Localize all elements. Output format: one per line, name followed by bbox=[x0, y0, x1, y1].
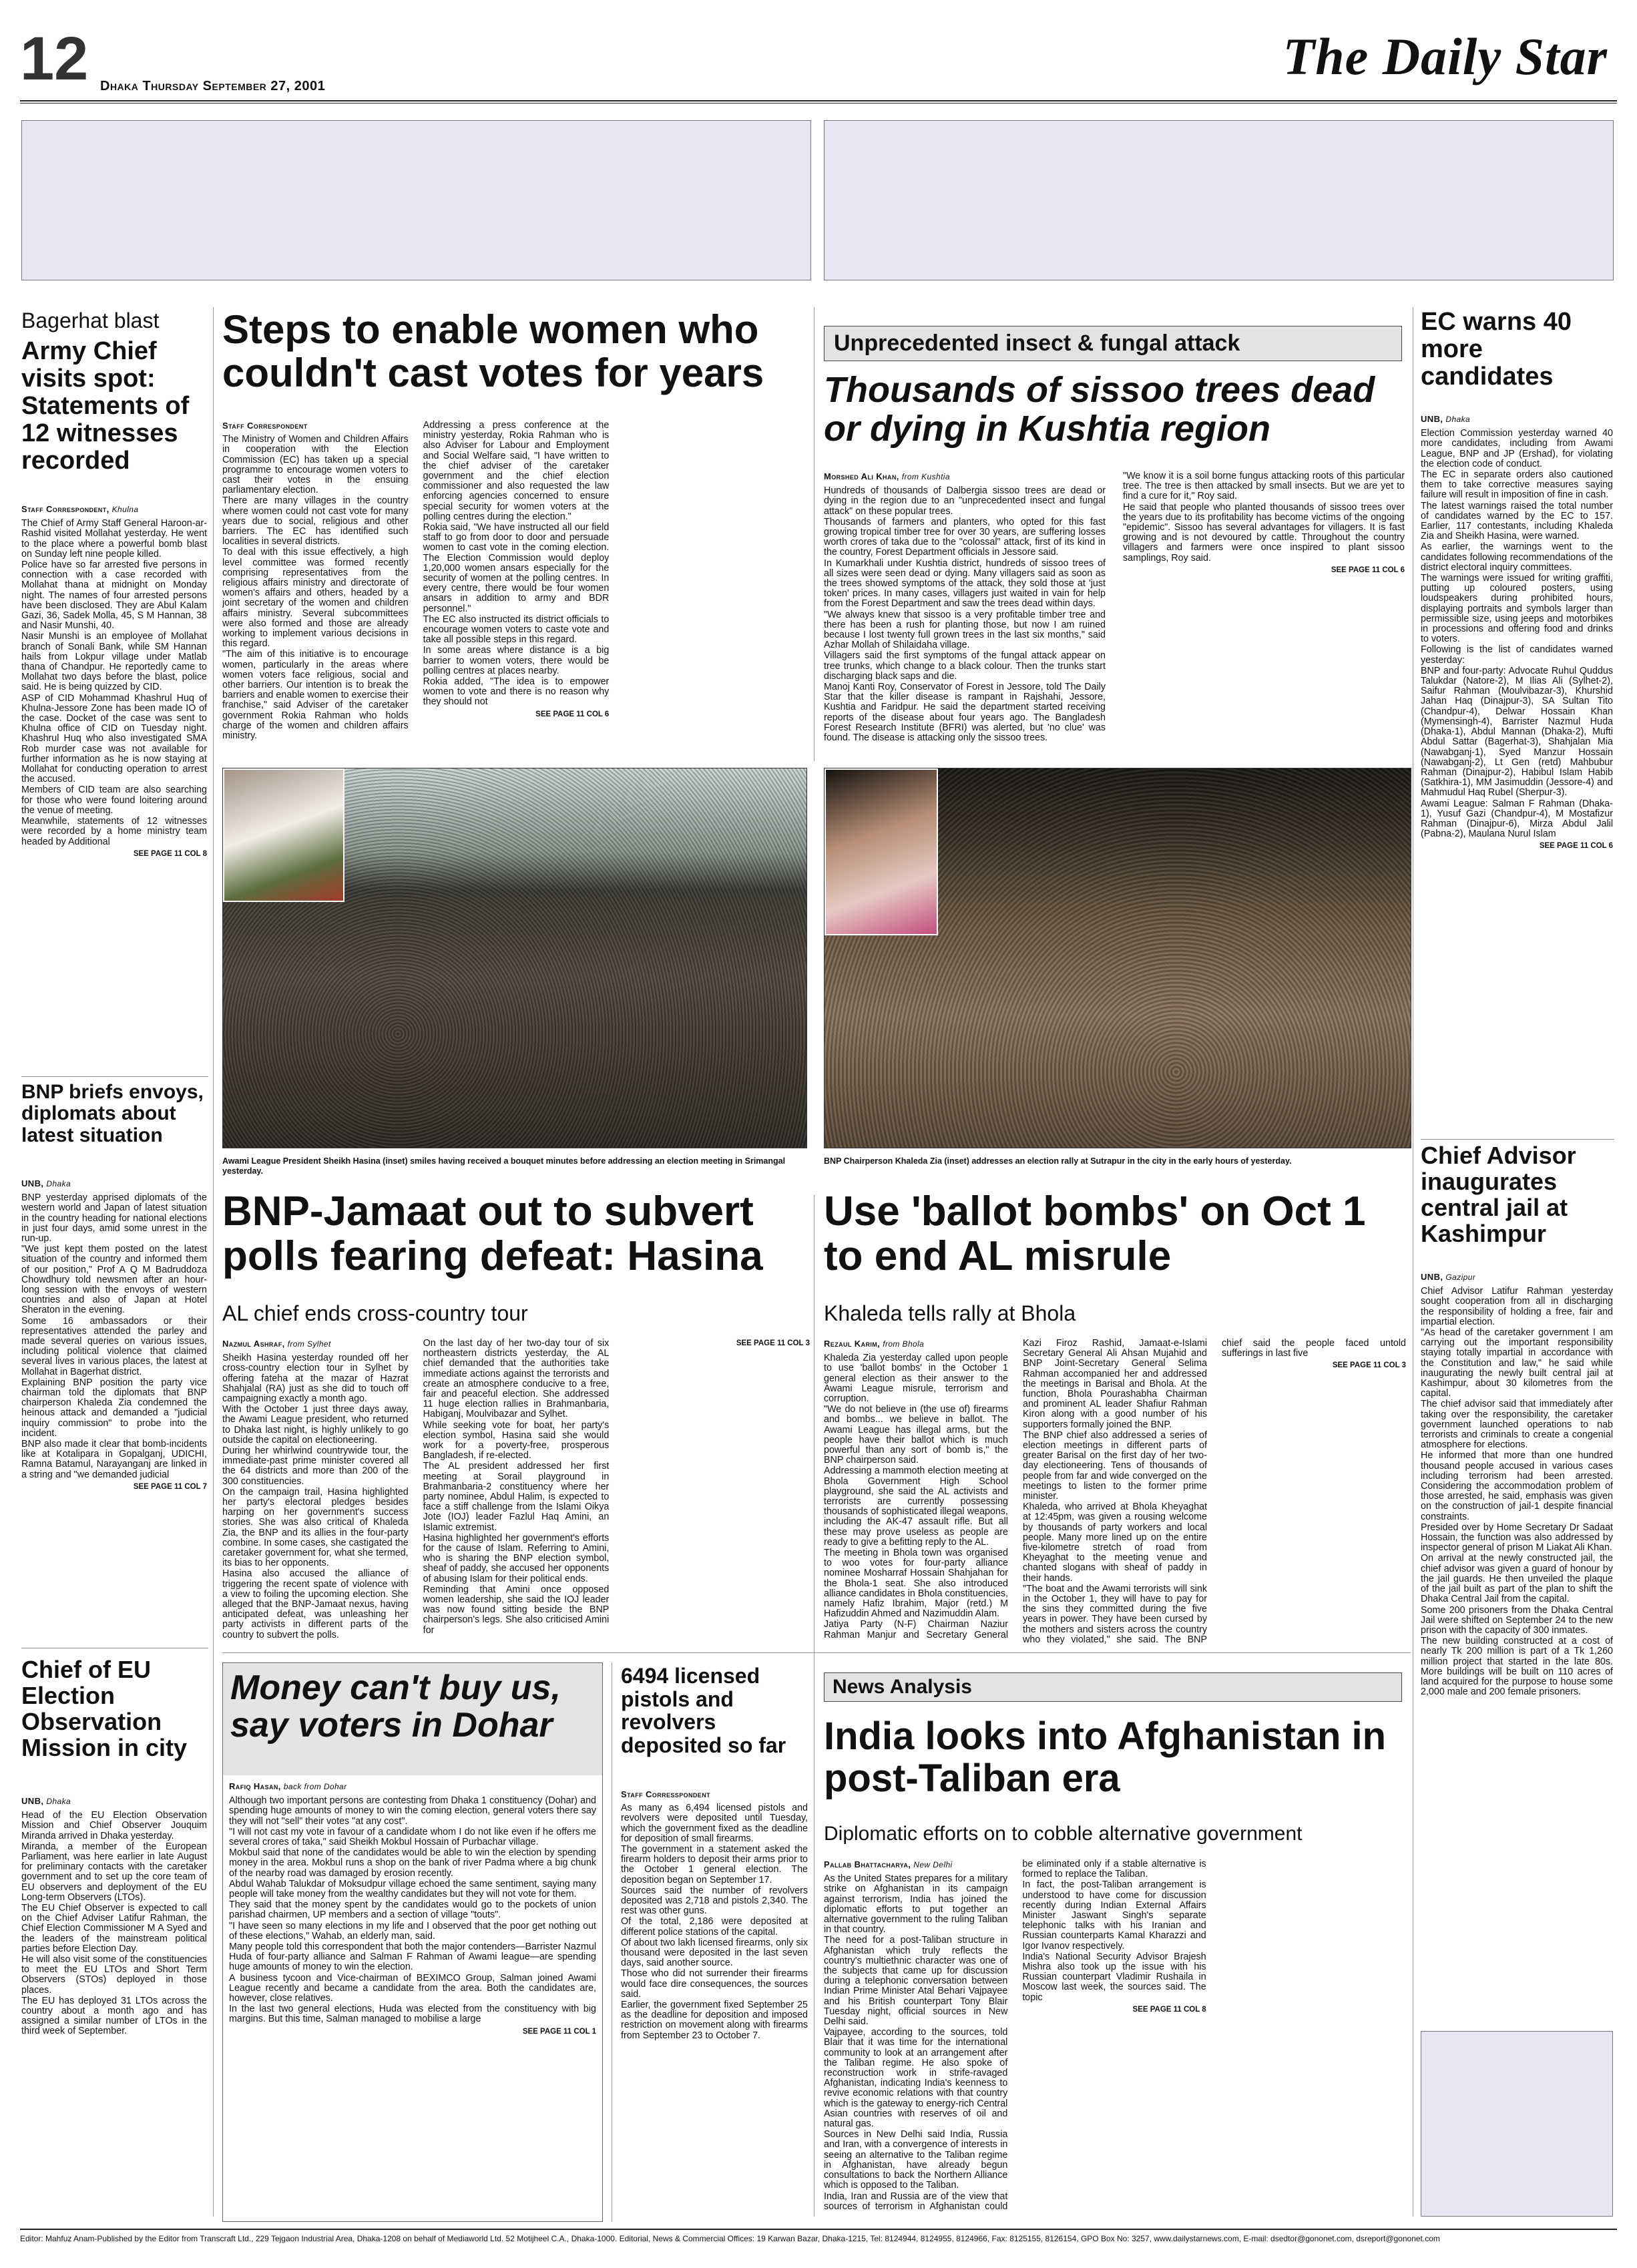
s10-jump[interactable]: SEE PAGE 11 COL 1 bbox=[522, 2027, 596, 2036]
s6-headline: EC warns 40 more candidates bbox=[1421, 308, 1572, 391]
s10-body: Rafiq Hasan, back from Dohar Although two important persons are contesting from Dhaka 1 constituency (Dohar) and spending huge amounts of money to win the coming election, general voters there say they will not "sell" their votes "at any cost". "I will not cast my vote in favour of a candidate whom I do not like even if he offers me several crores of taka," said Sheikh Mokbul Hossain of Purbachar village. Mokbul said that none of the candidates would be able to win the election by spending money in the area. Mokbul runs a shop on the bank of river Padma where a big chunk of the nearby road was damaged by erosion recently. Abdul Wahab Talukdar of Moksudpur village echoed the same sentiment, saying many people will take money from the wealthy candidates but they will not vote for them. They said that the money spent by the candidates would go to the pockets of union parishad chairmen, UP members and a section of village "touts". "I have seen so many elections in my life and I observed that the poor get nothing out of these elections," Wahab, an elderly man, said. Many people told this correspondent that both the major contenders—Barrister Nazmul Huda of four-party alliance and Salman F Rahman of Awami league—are spending huge amounts of money to win the election. A business tycoon and Vice-chairman of BEXIMCO Group, Salman joined Awami League recently and became a candidate from the area. Both the candidates are, however, close relatives. In the last two general elections, Huda was elected from the constituency with big margins. But this time, Salman managed to mobilise a large SEE PAGE 11 COL 1 bbox=[229, 1781, 596, 2215]
footer-imprint: Editor: Mahfuz Anam-Published by the Editor from Transcraft Ltd., 229 Tejgaon Industrial Area, Dhaka-1208 on behalf of Mediaworld Ltd. 52 Motijheel C.A., Dhaka-1000. Editorial, News & Commercial Offices: 19 Karwan Bazar, Dhaka-1215, Tel: 8124944, 8124955, 8124966, Fax: 8125155, 8126154, GPO Box No: 3257, www.dailystarnews.com, E-mail: dsedtor@gononet.com, dsreport@gononet.com bbox=[20, 2234, 1440, 2243]
s12-jump[interactable]: SEE PAGE 11 COL 8 bbox=[1132, 2005, 1206, 2014]
s11-headline: 6494 licensed pistols and revolvers deposited so far bbox=[621, 1664, 786, 1757]
masthead: The Daily Star bbox=[1282, 27, 1608, 85]
s9-subhead: Khaleda tells rally at Bhola bbox=[824, 1301, 1076, 1325]
s1-body: Staff Correspondent, Khulna The Chief of Army Staff General Haroon-ar-Rashid visited Mollahat yesterday. He went to the place where a powerful bomb blast on Sunday left nine people killed. Police have so far arrested five persons in connection with a case recorded with Mollahat thana at midnight on Monday night. The names of four arrested persons have been disclosed. They are Abul Kalam Gazi, 36, Sadek Molla, 45, S M Hannan, 38 and Nasir Munshi, 40. Nasir Munshi is an employee of Mollahat branch of Sonali Bank, while SM Hannan hails from Lokpur village under Matlab thana of Chandpur. He reportedly came to Mollahat two days before the blast, police said. He is being quizzed by CID. ASP of CID Mohammad Khashrul Huq of Khulna-Jessore Zone has been made IO of the case. Docket of the case was sent to Khulna office of CID on Tuesday night. Khashrul Huq who also investigated SMA Rob murder case was not available for further information as he is now staying at Mollahat for conducting operation to arrest the accused. Members of CID team are also searching for those who were found loitering around the venue of meeting. Meanwhile, statements of 12 witnesses were recorded by a home ministry team headed by Additional SEE PAGE 11 COL 8 bbox=[21, 504, 207, 1072]
s7-body: UNB, Gazipur Chief Advisor Latifur Rahman yesterday sought cooperation from all in discharging the responsibility of holding a free, fair and impartial election. "As head of the caretaker government I am carrying out the important responsibility staying totally impartial in accordance with the Constitution and law," he said while inaugurating the newly built central jail at Kashimpur, about 30 kilometres from the capital. The chief advisor said that immediately after taking over the responsibility, the caretaker government launched operations to nab terrorists and criminals to create a congenial atmosphere for elections. He informed that more than one hundred thousand people accused in various cases including terrorism had been arrested. Considering the accommodation problem of those arrested, he said, emphasis was given on the construction of jail-1 despite financial constraints. Presided over by Home Secretary Dr Sadaat Hossain, the function was also addressed by inspector general of prison M Liakat Ali Khan. On arrival at the newly constructed jail, the chief advisor was given a guard of honour by the jail guards. He then unveiled the plaque of the jail built as part of the plan to shift the Dhaka Central Jail from the capital. Some 200 prisoners from the Dhaka Central Jail were shifted on September 24 to the new prison with the capacity of 300 inmates. The new building constructed at a cost of nearly Tk 200 million is part of a Tk 1,260 million project that started in the late 80s. More buildings will be built on 110 acres of land acquired for the purpose to house some 2,000 male and 200 female prisoners. bbox=[1421, 1272, 1613, 1698]
s11-body: Staff Corresspondent As many as 6,494 licensed pistols and revolvers were deposited until Tuesday, which the government fixed as the deadline for deposition of small firearms. The government in a statement asked the firearm holders to deposit their arms prior to the October 1 general election. The deposition began on September 17. Sources said the number of revolvers deposited was 2,718 and pistols 2,340. The rest was other guns. Of the total, 2,186 were deposited at different police stations of the capital. Of about two lakh licensed firearms, only six thousand were deposited in the last seven days, said another source. Those who did not surrender their firearms would face dire consequences, the sources said. Earlier, the government fixed September 25 as the deadline for deposition and imposed restriction on movement along with firearms from September 23 to October 7. bbox=[621, 1789, 808, 2041]
s6-body: UNB, Dhaka Election Commission yesterday warned 40 more candidates, including from Awami League, BNP and JP (Ershad), for violating the election code of conduct. The EC in separate orders also cautioned them to take corrective measures saying failure will result in imposition of fine in cash. The latest warnings raised the total number of candidates warned by the EC to 157. Earlier, 117 contestants, including Khaleda Zia and Sheikh Hasina, were warned. As earlier, the warnings went to the candidates following recommendations of the district electoral inquiry committees. The warnings were issued for writing graffiti, putting up coloured posters, using loudspeakers during prohibited hours, displaying portraits and symbols larger than permissible size, using jeeps and motorbikes in processions and offering food and drinks to voters. Following is the list of candidates warned yesterday: BNP and four-party: Advocate Ruhul Quddus Talukdar (Natore-2), M Ilias Ali (Sylhet-2), Saifur Rahman (Moulvibazar-3), Khurshid Jahan Haq (Dinajpur-3), SA Sultan Tito (Chandpur-4), Delwar Hossain Khan (Mymensingh-4), Barrister Nazmul Huda (Dhaka-1), Abdul Mannan (Dhaka-2), Mufti Abdul Sattar (Bagerhat-3), Shahjalan Mia (Nawabganj-1), Syed Manzur Hossain (Nawabganj-2), Lt Gen (retd) Mahbubur Rahman (Dinajpur-2), Habibul Islam Habib (Satkhira-1), MM Jasimuddin (Jessore-4) and Mahmudul Haq Rubel (Sherpur-3). Awami League: Salman F Rahman (Dhaka-1), Yusuf Gazi (Chandpur-4), M Mostafizur Rahman (Dinajpur-6), Mirza Abdul Jalil (Pabna-2), Maulana Nurul Islam SEE PAGE 11 COL 6 bbox=[1421, 414, 1613, 1135]
hasina-inset-photo bbox=[223, 768, 344, 902]
s9-headline: Use 'ballot bombs' on Oct 1 to end AL misrule bbox=[824, 1188, 1366, 1279]
s5-headline: Thousands of sissoo trees dead or dying in Kushtia region bbox=[824, 370, 1375, 449]
s4-jump[interactable]: SEE PAGE 11 COL 6 bbox=[535, 710, 610, 718]
dateline: Dhaka Thursday September 27, 2001 bbox=[100, 79, 326, 93]
s2-body: UNB, Dhaka BNP yesterday apprised diplomats of the western world and Japan of latest situation in the country heading for national elections in just four days, amid some unrest in the run-up. "We just kept them posted on the latest situation of the country and informed them of our position," Prof A Q M Badruddoza Chowdhury told newsmen after an hour-long session with the envoys of western countries and also of Japan at Hotel Sheraton in the evening. Some 16 ambassadors or their representatives attended the parley and made several queries on various issues, including political violence that claimed several lives in various places, the latest at Mollahat in Bagerhat district. Explaining BNP position the party vice chairman told the diplomats that BNP chairperson Khaleda Zia condemned the heinous attack and demanded a "judicial inquiry commission" to probe into the incident. BNP also made it clear that bomb-incidents like at Kotalipara in Gopalganj, UDICHI, Ramna Batamul, Narayanganj are linked in a string and "we demanded judicial SEE PAGE 11 COL 7 bbox=[21, 1178, 207, 1639]
s6-jump[interactable]: SEE PAGE 11 COL 6 bbox=[1539, 842, 1613, 851]
s1-byline: Staff Correspondent, Khulna bbox=[21, 504, 139, 514]
s1-jump[interactable]: SEE PAGE 11 COL 8 bbox=[133, 849, 207, 858]
s2-headline: BNP briefs envoys, diplomats about latest situation bbox=[21, 1081, 204, 1146]
s5-kicker: Unprecedented insect & fungal attack bbox=[824, 326, 1402, 361]
hasina-rally-photo bbox=[222, 768, 807, 1148]
s7-headline: Chief Advisor inaugurates central jail at Kashimpur bbox=[1421, 1142, 1576, 1247]
photo1-caption: Awami League President Sheikh Hasina (inset) smiles having received a bouquet minutes before addressing an election meeting in Srimangal yesterday. bbox=[222, 1156, 786, 1176]
s1-kicker: Bagerhat blast bbox=[21, 308, 160, 332]
s9-body: Rezaul Karim, from Bhola Khaleda Zia yesterday called upon people to use 'ballot bombs' in the October 1 general election as their answer to the Awami League misrule, terrorism and corruption. "We do not believe in (the use of) firearms and bombs... we believe in ballot. The Awami League has illegal arms, but the people have their ballot which is much powerful than any sort of bomb is," the BNP chairperson said. Addressing a mammoth election meeting at Bhola Government High School playground, she said the AL activists and terrorists are currently possessing thousands of sophisticated illegal weapons, including the AK-47 assault rifle. But all these may prove useless as people are ready to give a befitting reply to the AL. The meeting in Bhola town was organised to woo votes for four-party alliance nominee Mosharraf Hossain Shahjahan for the Bhola-1 seat. She also introduced alliance candidates in Bhola constituencies, namely Hafiz Ibrahim, Major (retd.) M Hafizuddin Ahmed and Nazimuddin Alam. Jatiya Party (N-F) Chairman Naziur Rahman Manjur and Secretary General Kazi Firoz Rashid, Jamaat-e-Islami Secretary General Ali Ahsan Mujahid and BNP Joint-Secretary General Selima Rahman accompanied her and addressed the meetings in Barisal and Bhola. At the function, Bhola Pourashabha Chairman and prominent AL leader Shafiur Rahman Kiron along with a good number of his supporters formally joined the BNP. The BNP chief also addressed a series of election meetings in different parts of greater Barisal on the first day of her two-day electioneering. Tens of thousands of people from far and wide converged on the meetings to listen to the former prime minister. Khaleda, who arrived at Bhola Kheyaghat at 12:45pm, was given a rousing welcome by thousands of party workers and local people. Many more lined up on the entire five-kilometre stretch of road from Kheyaghat to the meeting venue and chanted slogans with sheaf of paddy in their hands. "The boat and the Awami terrorists will sink in the October 1, they will have to pay for the sins they committed during the five years in power. They have been cursed by the mothers and sisters across the country who they violated," she said. The BNP chief said the people faced untold sufferings in last five SEE PAGE 11 COL 3 bbox=[824, 1339, 1406, 1645]
s8-body: Nazmul Ashraf, from Sylhet Sheikh Hasina yesterday rounded off her cross-country election tour in Sylhet by offering fateha at the mazar of Hazrat Shahjalal (RA) just as she did to touch off campaigning exactly a month ago. With the October 1 just three days away, the Awami League president, who returned to Dhaka last night, is highly unlikely to go outside the capital on electioneering. During her whirlwind countrywide tour, the immediate-past prime minister covered all the 64 districts and more than 200 of the 300 constituencies. On the campaign trail, Hasina highlighted her party's electoral pledges besides harping on her government's success stories. She was also critical of Khaleda Zia, the BNP and its allies in the four-party combine. In some cases, she castigated the caretaker government for, what she termed, its bias to her opponents. Hasina also accused the alliance of triggering the recent spate of violence with a view to foiling the upcoming election. She alleged that the BNP-Jamaat nexus, having anticipated defeat, was unleashing her party activists in different parts of the country to subvert the polls. On the last day of her two-day tour of six northeastern districts yesterday, the AL chief demanded that the authorities take immediate actions against the terrorists and create an atmosphere conducive to a free, fair and peaceful election. She addressed 11 huge election rallies in Brahmanbaria, Habiganj, Moulvibazar and Sylhet. While seeking vote for boat, her party's election symbol, Hasina said she would work for a poverty-free, prosperous Bangladesh, if re-elected. The AL president addressed her first meeting at Sorail playground in Brahmanbaria-2 constituency where her party nominee, Abdul Halim, is expected to face a stiff challenge from the Islami Oikya Jote (IOJ) leader Fazlul Haq Amini, an Islamic extremist. Hasina highlighted her government's efforts for the cause of Islam. Referring to Amini, who is sharing the BNP election symbol, sheaf of paddy, she accused her opponents of abusing Islam for their political ends. Reminding that Amini once opposed women leadership, she said the IOJ leader was now found sitting beside the BNP chairperson's legs. She also criticised Amini for SEE PAGE 11 COL 3 bbox=[222, 1339, 810, 1640]
s3-body: UNB, Dhaka Head of the EU Election Observation Mission and Chief Observer Jouquim Miranda arrived in Dhaka yesterday. Miranda, a member of the European Parliament, was here earlier in late August for preliminary contacts with the caretaker government and to set up the core team of EU observers and deployment of the EU Long-term Observers (LTOs). The EU Chief Observer is expected to call on the Chief Adviser Latifur Rahman, the Chief Election Commissioner M A Syed and the leaders of the mainstream political parties before Election Day. He will also visit some of the constituencies to meet the EU LTOs and Short Term Observers (STOs) deployed in those places. The EU has deployed 31 LTOs across the country about a month ago and has assigned a similar number of LTOs in the third week of September. bbox=[21, 1796, 207, 2037]
s12-kicker: News Analysis bbox=[824, 1672, 1402, 1702]
s8-subhead: AL chief ends cross-country tour bbox=[222, 1301, 528, 1325]
s12-subhead: Diplomatic efforts on to cobble alternative government bbox=[824, 1823, 1303, 1845]
s12-body: Pallab Bhattacharya, New Delhi As the United States prepares for a military strike on Afghanistan in its campaign against terrorism, India has joined the diplomatic efforts to put together an alternative government to the ruling Taliban in that country. The need for a post-Taliban structure in Afghanistan which truly reflects the country's multiethnic character was one of the subjects that came up for discussion during a telephonic conversation between Indian Prime Minister Atal Behari Vajpayee and his British counterpart Tony Blair Tuesday night, official sources in New Delhi said. Vajpayee, according to the sources, told Blair that it was time for the international community to look at an arrangement after the Taliban regime. He also spoke of reconstruction work in strife-ravaged Afghanistan, indicating India's keenness to revive economic relations with that country which is the gateway to energy-rich Central Asian countries with reserves of oil and natural gas. Sources in New Delhi said India, Russia and Iran, with a convergence of interests in seeing an alternative to the Taliban regime in Afghanistan, have already begun consultations to back the Northern Alliance which is opposed to the Taliban. India, Iran and Russia are of the view that sources of terrorism in Afghanistan could be eliminated only if a stable alternative is formed to replace the Taliban. In fact, the post-Taliban arrangement is understood to have come for discussion recently during Indian External Affairs Minister Jaswant Singh's separate telephonic talks with his Iranian and Russian counterparts Kamal Kharazzi and Igor Ivanov respectively. India's National Security Advisor Brajesh Mishra also took up the issue with his Russian counterpart Vladimir Rushaila in Moscow last week, the sources said. The topic SEE PAGE 11 COL 8 bbox=[824, 1859, 1206, 2212]
ad-space-left bbox=[21, 120, 811, 280]
s3-headline: Chief of EU Election Observation Mission in city bbox=[21, 1656, 188, 1761]
s5-jump[interactable]: SEE PAGE 11 COL 6 bbox=[1331, 565, 1405, 574]
s10-headline: Money can't buy us, say voters in Dohar bbox=[230, 1668, 561, 1745]
khaleda-rally-photo bbox=[824, 768, 1411, 1148]
s1-headline: Army Chief visits spot: Statements of 12 witnesses recorded bbox=[21, 337, 190, 475]
s5-body: Morshed Ali Khan, from Kushtia Hundreds of thousands of Dalbergia sissoo trees are dead or dying in the region due to an "unprecedented insect and fungal attack" on these popular trees. Thousands of farmers and planters, who opted for this fast growing tropical timber tree for over 30 years, are suffering losses worth crores of taka due to the "colossal" attack, first of its kind in the country, Forest Department officials in Jessore said. In Kumarkhali under Kushtia district, hundreds of sissoo trees of all sizes were seen dead or dying. Many villagers said as soon as the trees showed symptoms of the attack, they sold those at 'just token' prices. In many cases, villagers just waited in vain for help from the Forest Department and saw the trees dead within days. "We always knew that sissoo is a very profitable timber tree and there has been a rush for planting those, but now I am ruined because I lost twenty full grown trees in the last six months," said Azhar Mollah of Shilaidaha village. Villagers said the first symptoms of the fungal attack appear on tree trunks, which change to a black colour. Then the trunks start discharging black saps and die. Manoj Kanti Roy, Conservator of Forest in Jessore, told The Daily Star that the killer disease is rampant in Rajshahi, Jessore, Kushtia and Faridpur. He said the department started receiving reports of the disease about four years ago. The Bangladesh Forest Research Institute (BFRI) was alerted, but 'no clue' was found. The disease is attacking only the sissoo trees. "We know it is a soil borne fungus attacking roots of this particular tree. The tree is then attacked by small insects. But we are yet to find a cure for it," Roy said. He said that people who planted thousands of sissoo trees over the years due to its profitability has become victims of the ongoing "epidemic". Sissoo has several advantages for villagers. It is fast growing and is not devoured by cattle. Throughout the country villagers and farmers were once inspired to plant sissoo samplings, Roy said. SEE PAGE 11 COL 6 bbox=[824, 471, 1405, 744]
s8-headline: BNP-Jamaat out to subvert polls fearing defeat: Hasina bbox=[222, 1188, 763, 1279]
photo2-caption: BNP Chairperson Khaleda Zia (inset) addresses an election rally at Sutrapur in the city in the early hours of yesterday. bbox=[824, 1156, 1292, 1166]
s4-body: Staff Correspondent The Ministry of Women and Children Affairs in cooperation with the Election Commission (EC) has taken up a special programme to encourage women voters to cast their votes in the ensuing parliamentary election. There are many villages in the country where women could not cast vote for many years due to social, religious and other barriers. The EC has identified such localities in several districts. To deal with this issue effectively, a high level committee was formed recently comprising representatives from the religious affairs ministry and directorate of women's affairs and others, headed by a joint secretary of the women and children affairs ministry. Several subcommittees were also formed and those are already working to implement various decisions in this regard. "The aim of this initiative is to encourage women, particularly in the areas where women voters face religious, social and other barriers. Our intention is to break the barriers and enable women to exercise their franchise," said Adviser of the caretaker government Rokia Rahman who holds charge of the women and children affairs ministry. Addressing a press conference at the ministry yesterday, Rokia Rahman who is also Adviser for Labour and Employment and Social Welfare said, "I have written to the chief adviser of the caretaker government and the chief election commissioner and also requested the law enforcing agencies concerned to ensure special security for women voters at the polling centres during the election." Rokia said, "We have instructed all our field staff to go from door to door and persuade women to cast vote in the coming election. The Election Commission would deploy 1,20,000 women ansars especially for the security of women at the polling centres. In every centre, there would be four women ansars in addition to army and BDR personnel." The EC also instructed its district officials to encourage women voters to caste vote and take all possible steps in this regard. In some areas where distance is a big barrier to women voters, there would be polling centres at places nearby. Rokia added, "The idea is to empower women to vote and there is no reason why they should not SEE PAGE 11 COL 6 bbox=[222, 421, 610, 742]
s9-jump[interactable]: SEE PAGE 11 COL 3 bbox=[1332, 1361, 1406, 1370]
page-number: 12 bbox=[20, 25, 89, 93]
ad-space-bottom-right bbox=[1421, 2031, 1613, 2217]
s8-jump[interactable]: SEE PAGE 11 COL 3 bbox=[736, 1339, 810, 1347]
s12-headline: India looks into Afghanistan in post-Taliban era bbox=[824, 1715, 1387, 1800]
s4-headline: Steps to enable women who couldn't cast votes for years bbox=[222, 307, 764, 395]
s2-jump[interactable]: SEE PAGE 11 COL 7 bbox=[133, 1482, 207, 1491]
ad-space-right bbox=[824, 120, 1614, 280]
khaleda-inset-photo bbox=[825, 768, 938, 935]
